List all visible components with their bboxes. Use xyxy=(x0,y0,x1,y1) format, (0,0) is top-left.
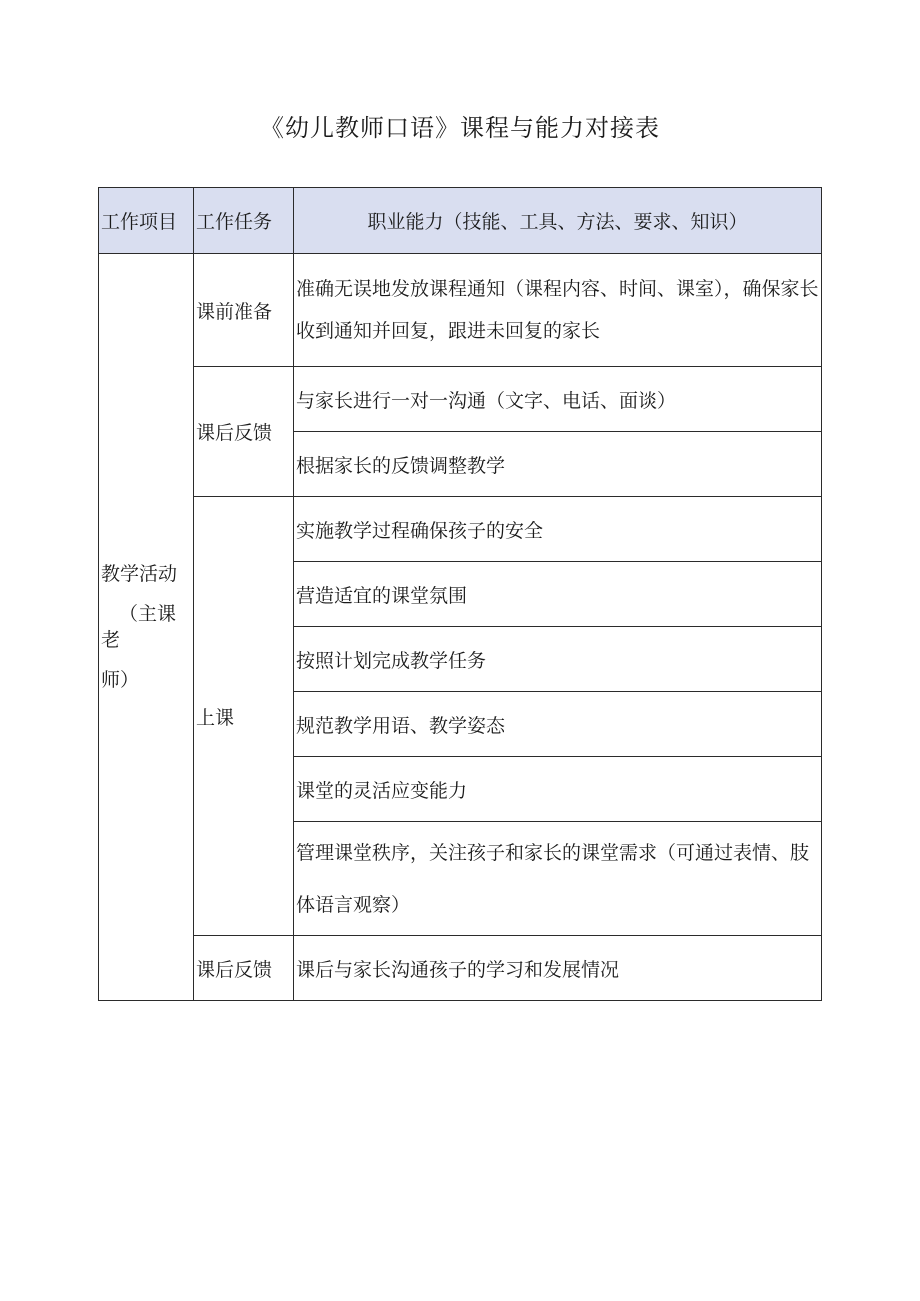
task-cell-prep: 课前准备 xyxy=(194,254,294,367)
activity-line-2: （主课 xyxy=(119,603,177,625)
ability-cell: 与家长进行一对一沟通（文字、电话、面谈） xyxy=(294,367,822,432)
table-row xyxy=(99,254,822,367)
header-work-task: 工作任务 xyxy=(194,188,294,254)
table-row xyxy=(99,936,822,1001)
ability-cell: 按照计划完成教学任务 xyxy=(294,627,822,692)
ability-cell: 规范教学用语、教学姿态 xyxy=(294,692,822,757)
activity-line-1: 教学活动 xyxy=(101,563,178,585)
ability-cell: 课堂的灵活应变能力 xyxy=(294,757,822,822)
competence-table xyxy=(98,187,822,1001)
table-header-row xyxy=(99,188,822,254)
ability-cell: 准确无误地发放课程通知（课程内容、时间、课室），确保家长收到通知并回复，跟进未回复的家长 xyxy=(294,254,822,367)
ability-cell: 课后与家长沟通孩子的学习和发展情况 xyxy=(294,936,822,1001)
activity-line-4: 师） xyxy=(101,669,140,691)
ability-cell: 根据家长的反馈调整教学 xyxy=(294,432,822,497)
ability-cell: 实施教学过程确保孩子的安全 xyxy=(294,497,822,562)
table-row xyxy=(99,497,822,562)
ability-cell: 管理课堂秩序，关注孩子和家长的课堂需求（可通过表情、肢体语言观察） xyxy=(294,822,822,936)
task-cell-after-class: 课后反馈 xyxy=(194,936,294,1001)
activity-line-3: 老 xyxy=(101,629,121,651)
task-cell-class: 上课 xyxy=(194,497,294,936)
ability-cell: 营造适宜的课堂氛围 xyxy=(294,562,822,627)
header-competence: 职业能力（技能、工具、方法、要求、知识） xyxy=(294,188,822,254)
task-cell-feedback: 课后反馈 xyxy=(194,367,294,497)
table-row xyxy=(99,367,822,432)
activity-cell xyxy=(99,254,194,1001)
header-work-item: 工作项目 xyxy=(99,188,194,254)
document-title: 《幼儿教师口语》课程与能力对接表 xyxy=(260,114,660,142)
